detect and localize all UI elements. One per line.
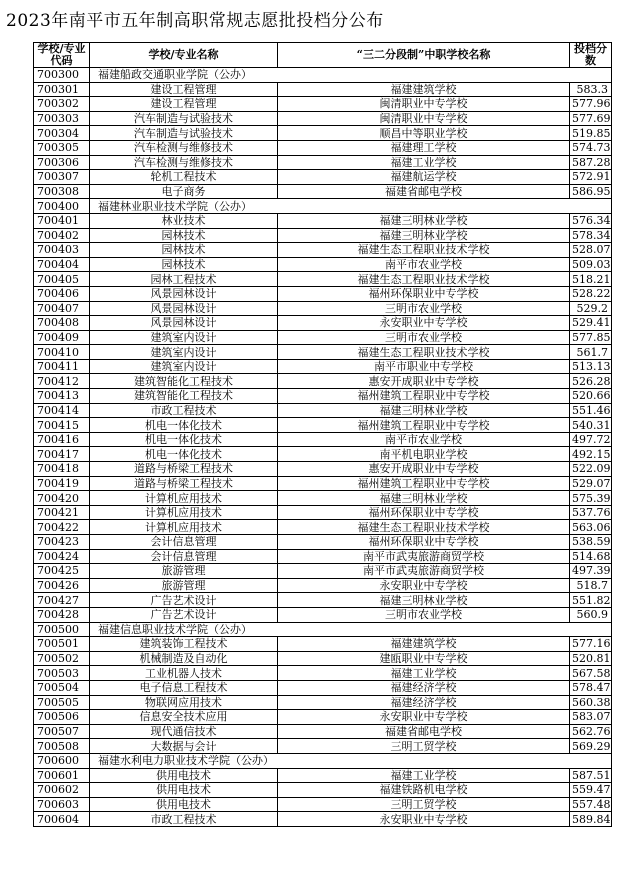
cell-program-name: 建筑室内设计 [90,359,278,374]
cell-score: 551.82 [570,593,612,608]
cell-score: 492.15 [570,447,612,462]
cell-code: 700413 [34,389,90,404]
cell-score: 559.47 [570,783,612,798]
cell-code: 700406 [34,286,90,301]
cell-program-name: 计算机应用技术 [90,491,278,506]
cell-program-name: 市政工程技术 [90,812,278,827]
table-row [34,345,612,360]
table-row [34,82,612,97]
cell-code: 700415 [34,418,90,433]
institution-row [34,199,612,214]
cell-code: 700418 [34,462,90,477]
header-code: 学校/专业代码 [34,43,90,68]
table-row [34,286,612,301]
cell-code: 700603 [34,797,90,812]
header-school: “三二分段制”中职学校名称 [278,43,570,68]
cell-school-name: 福建生态工程职业技术学校 [278,243,570,258]
cell-code: 700305 [34,140,90,155]
cell-code: 700400 [34,199,90,214]
cell-score: 518.7 [570,578,612,593]
cell-code: 700600 [34,753,90,768]
cell-school-name: 福建工业学校 [278,666,570,681]
cell-code: 700602 [34,783,90,798]
cell-code: 700425 [34,564,90,579]
cell-score: 589.84 [570,812,612,827]
cell-score: 497.72 [570,432,612,447]
cell-program-name: 轮机工程技术 [90,170,278,185]
cell-school-name: 顺昌中等职业学校 [278,126,570,141]
cell-school-name: 福建建筑学校 [278,637,570,652]
cell-score: 577.85 [570,330,612,345]
table-row [34,783,612,798]
cell-program-name: 机电一体化技术 [90,447,278,462]
cell-program-name: 电子信息工程技术 [90,680,278,695]
cell-program-name: 建筑室内设计 [90,330,278,345]
cell-school-name: 福州环保职业中专学校 [278,535,570,550]
cell-program-name: 旅游管理 [90,578,278,593]
cell-school-name: 福建生态工程职业技术学校 [278,520,570,535]
cell-program-name: 机电一体化技术 [90,432,278,447]
cell-school-name: 福建三明林业学校 [278,213,570,228]
cell-score: 540.31 [570,418,612,433]
cell-program-name: 道路与桥梁工程技术 [90,462,278,477]
table-row [34,593,612,608]
cell-score: 583.3 [570,82,612,97]
cell-code: 700416 [34,432,90,447]
cell-school-name: 福州环保职业中专学校 [278,505,570,520]
table-row [34,97,612,112]
cell-school-name: 永安职业中专学校 [278,812,570,827]
cell-code: 700410 [34,345,90,360]
cell-program-name: 计算机应用技术 [90,505,278,520]
cell-code: 700422 [34,520,90,535]
cell-program-name: 电子商务 [90,184,278,199]
cell-code: 700424 [34,549,90,564]
table-row [34,564,612,579]
table-row [34,111,612,126]
table-row [34,549,612,564]
cell-code: 700401 [34,213,90,228]
cell-code: 700501 [34,637,90,652]
table-row [34,316,612,331]
cell-score: 561.7 [570,345,612,360]
table-row [34,812,612,827]
cell-score: 529.2 [570,301,612,316]
page-title: 2023年南平市五年制高职常规志愿批投档分公布 [6,11,384,31]
cell-score: 538.59 [570,535,612,550]
cell-code: 700428 [34,607,90,622]
cell-school-name: 福州建筑工程职业中专学校 [278,476,570,491]
cell-program-name: 园林工程技术 [90,272,278,287]
cell-code: 700404 [34,257,90,272]
cell-code: 700500 [34,622,90,637]
table-row [34,768,612,783]
cell-school-name: 永安职业中专学校 [278,710,570,725]
cell-score: 513.13 [570,359,612,374]
table-row [34,491,612,506]
table-header-row [34,43,612,68]
table-row [34,637,612,652]
cell-code: 700508 [34,739,90,754]
cell-school-name: 福建经济学校 [278,680,570,695]
table-row [34,359,612,374]
cell-score: 587.51 [570,768,612,783]
table-row [34,607,612,622]
table-row [34,680,612,695]
cell-school-name: 福州建筑工程职业中专学校 [278,389,570,404]
cell-code: 700419 [34,476,90,491]
cell-code: 700502 [34,651,90,666]
cell-school-name: 三明工贸学校 [278,739,570,754]
cell-code: 700308 [34,184,90,199]
cell-school-name: 三明市农业学校 [278,607,570,622]
cell-program-name: 道路与桥梁工程技术 [90,476,278,491]
table-row [34,272,612,287]
table-row [34,418,612,433]
cell-program-name: 林业技术 [90,213,278,228]
cell-score: 562.76 [570,724,612,739]
institution-row [34,753,612,768]
cell-program-name: 风景园林设计 [90,316,278,331]
cell-score: 522.09 [570,462,612,477]
table-row [34,724,612,739]
table-row [34,447,612,462]
cell-score: 528.22 [570,286,612,301]
cell-school-name: 福建建筑学校 [278,82,570,97]
table-row [34,257,612,272]
table-row [34,535,612,550]
cell-code: 700405 [34,272,90,287]
table-row [34,184,612,199]
institution-row [34,622,612,637]
cell-school-name: 闽清职业中专学校 [278,97,570,112]
cell-code: 700412 [34,374,90,389]
cell-code: 700403 [34,243,90,258]
cell-school-name: 福建三明林业学校 [278,403,570,418]
cell-school-name: 福建铁路机电学校 [278,783,570,798]
cell-institution-name: 福建林业职业技术学院（公办） [90,199,612,214]
table-row [34,462,612,477]
cell-score: 587.28 [570,155,612,170]
table-row [34,170,612,185]
cell-program-name: 广告艺术设计 [90,593,278,608]
cell-school-name: 南平市武夷旅游商贸学校 [278,564,570,579]
cell-school-name: 福建三明林业学校 [278,228,570,243]
header-name: 学校/专业名称 [90,43,278,68]
cell-code: 700304 [34,126,90,141]
header-score: 投档分数 [570,43,612,68]
cell-program-name: 现代通信技术 [90,724,278,739]
cell-score: 557.48 [570,797,612,812]
cell-score: 577.96 [570,97,612,112]
cell-school-name: 三明市农业学校 [278,330,570,345]
cell-program-name: 建筑智能化工程技术 [90,374,278,389]
cell-code: 700427 [34,593,90,608]
cell-code: 700408 [34,316,90,331]
cell-school-name: 福建省邮电学校 [278,724,570,739]
cell-school-name: 福建生态工程职业技术学校 [278,272,570,287]
cell-score: 529.41 [570,316,612,331]
cell-code: 700504 [34,680,90,695]
cell-school-name: 福州环保职业中专学校 [278,286,570,301]
table-row [34,505,612,520]
institution-row [34,68,612,83]
cell-program-name: 汽车检测与维修技术 [90,155,278,170]
cell-school-name: 福建生态工程职业技术学校 [278,345,570,360]
table-row [34,243,612,258]
cell-score: 574.73 [570,140,612,155]
table-row [34,389,612,404]
cell-score: 509.03 [570,257,612,272]
cell-school-name: 福建三明林业学校 [278,491,570,506]
cell-program-name: 汽车检测与维修技术 [90,140,278,155]
cell-program-name: 建筑室内设计 [90,345,278,360]
cell-program-name: 会计信息管理 [90,535,278,550]
cell-program-name: 机电一体化技术 [90,418,278,433]
cell-program-name: 供用电技术 [90,768,278,783]
table-row [34,330,612,345]
cell-school-name: 福建三明林业学校 [278,593,570,608]
table-row [34,797,612,812]
cell-school-name: 南平市农业学校 [278,432,570,447]
cell-code: 700402 [34,228,90,243]
cell-score: 520.81 [570,651,612,666]
cell-code: 700505 [34,695,90,710]
cell-score: 497.39 [570,564,612,579]
table-row [34,213,612,228]
table-row [34,432,612,447]
cell-score: 576.34 [570,213,612,228]
cell-code: 700303 [34,111,90,126]
table-row [34,126,612,141]
cell-program-name: 供用电技术 [90,783,278,798]
table-row [34,403,612,418]
table-row [34,651,612,666]
cell-code: 700426 [34,578,90,593]
cell-code: 700302 [34,97,90,112]
cell-program-name: 物联网应用技术 [90,695,278,710]
cell-program-name: 工业机器人技术 [90,666,278,681]
cell-score: 563.06 [570,520,612,535]
admission-score-table [33,42,612,827]
cell-score: 537.76 [570,505,612,520]
cell-program-name: 机械制造及自动化 [90,651,278,666]
cell-program-name: 园林技术 [90,243,278,258]
cell-code: 700423 [34,535,90,550]
cell-code: 700601 [34,768,90,783]
table-row [34,476,612,491]
cell-score: 514.68 [570,549,612,564]
cell-school-name: 福建工业学校 [278,768,570,783]
cell-program-name: 建设工程管理 [90,82,278,97]
cell-program-name: 广告艺术设计 [90,607,278,622]
cell-school-name: 福州建筑工程职业中专学校 [278,418,570,433]
cell-score: 529.07 [570,476,612,491]
table-row [34,578,612,593]
table-row [34,301,612,316]
cell-program-name: 会计信息管理 [90,549,278,564]
cell-program-name: 园林技术 [90,257,278,272]
cell-program-name: 风景园林设计 [90,286,278,301]
table-row [34,140,612,155]
cell-school-name: 南平机电职业学校 [278,447,570,462]
cell-program-name: 园林技术 [90,228,278,243]
cell-score: 578.34 [570,228,612,243]
cell-score: 519.85 [570,126,612,141]
cell-program-name: 建筑智能化工程技术 [90,389,278,404]
cell-code: 700503 [34,666,90,681]
cell-code: 700409 [34,330,90,345]
table-row [34,374,612,389]
cell-code: 700414 [34,403,90,418]
cell-school-name: 南平市职业中专学校 [278,359,570,374]
cell-score: 572.91 [570,170,612,185]
cell-program-name: 大数据与会计 [90,739,278,754]
cell-program-name: 信息安全技术应用 [90,710,278,725]
cell-school-name: 三明市农业学校 [278,301,570,316]
cell-score: 583.07 [570,710,612,725]
cell-code: 700407 [34,301,90,316]
cell-code: 700604 [34,812,90,827]
cell-program-name: 旅游管理 [90,564,278,579]
cell-school-name: 永安职业中专学校 [278,578,570,593]
table-row [34,739,612,754]
cell-code: 700420 [34,491,90,506]
cell-score: 567.58 [570,666,612,681]
cell-code: 700411 [34,359,90,374]
cell-school-name: 福建理工学校 [278,140,570,155]
cell-program-name: 汽车制造与试验技术 [90,126,278,141]
cell-score: 520.66 [570,389,612,404]
table-row [34,695,612,710]
cell-code: 700300 [34,68,90,83]
cell-school-name: 惠安开成职业中专学校 [278,462,570,477]
cell-school-name: 闽清职业中专学校 [278,111,570,126]
cell-score: 551.46 [570,403,612,418]
cell-score: 586.95 [570,184,612,199]
cell-score: 569.29 [570,739,612,754]
cell-school-name: 南平市武夷旅游商贸学校 [278,549,570,564]
cell-code: 700417 [34,447,90,462]
cell-school-name: 建瓯职业中专学校 [278,651,570,666]
cell-school-name: 福建省邮电学校 [278,184,570,199]
cell-program-name: 计算机应用技术 [90,520,278,535]
cell-program-name: 市政工程技术 [90,403,278,418]
cell-code: 700506 [34,710,90,725]
table-row [34,520,612,535]
table-row [34,666,612,681]
cell-institution-name: 福建信息职业技术学院（公办） [90,622,612,637]
cell-school-name: 福建经济学校 [278,695,570,710]
cell-program-name: 汽车制造与试验技术 [90,111,278,126]
cell-institution-name: 福建水利电力职业技术学院（公办） [90,753,612,768]
cell-school-name: 福建工业学校 [278,155,570,170]
cell-code: 700507 [34,724,90,739]
table-row [34,228,612,243]
cell-score: 578.47 [570,680,612,695]
table-row [34,155,612,170]
cell-code: 700307 [34,170,90,185]
cell-score: 575.39 [570,491,612,506]
cell-institution-name: 福建船政交通职业学院（公办） [90,68,612,83]
table-row [34,710,612,725]
cell-program-name: 供用电技术 [90,797,278,812]
cell-program-name: 建设工程管理 [90,97,278,112]
cell-score: 518.21 [570,272,612,287]
cell-school-name: 南平市农业学校 [278,257,570,272]
cell-program-name: 建筑装饰工程技术 [90,637,278,652]
cell-code: 700306 [34,155,90,170]
cell-score: 577.16 [570,637,612,652]
cell-school-name: 福建航运学校 [278,170,570,185]
cell-program-name: 风景园林设计 [90,301,278,316]
cell-score: 560.38 [570,695,612,710]
cell-score: 528.07 [570,243,612,258]
cell-score: 560.9 [570,607,612,622]
cell-score: 577.69 [570,111,612,126]
cell-school-name: 永安职业中专学校 [278,316,570,331]
cell-school-name: 三明工贸学校 [278,797,570,812]
cell-score: 526.28 [570,374,612,389]
cell-code: 700301 [34,82,90,97]
cell-code: 700421 [34,505,90,520]
cell-school-name: 惠安开成职业中专学校 [278,374,570,389]
